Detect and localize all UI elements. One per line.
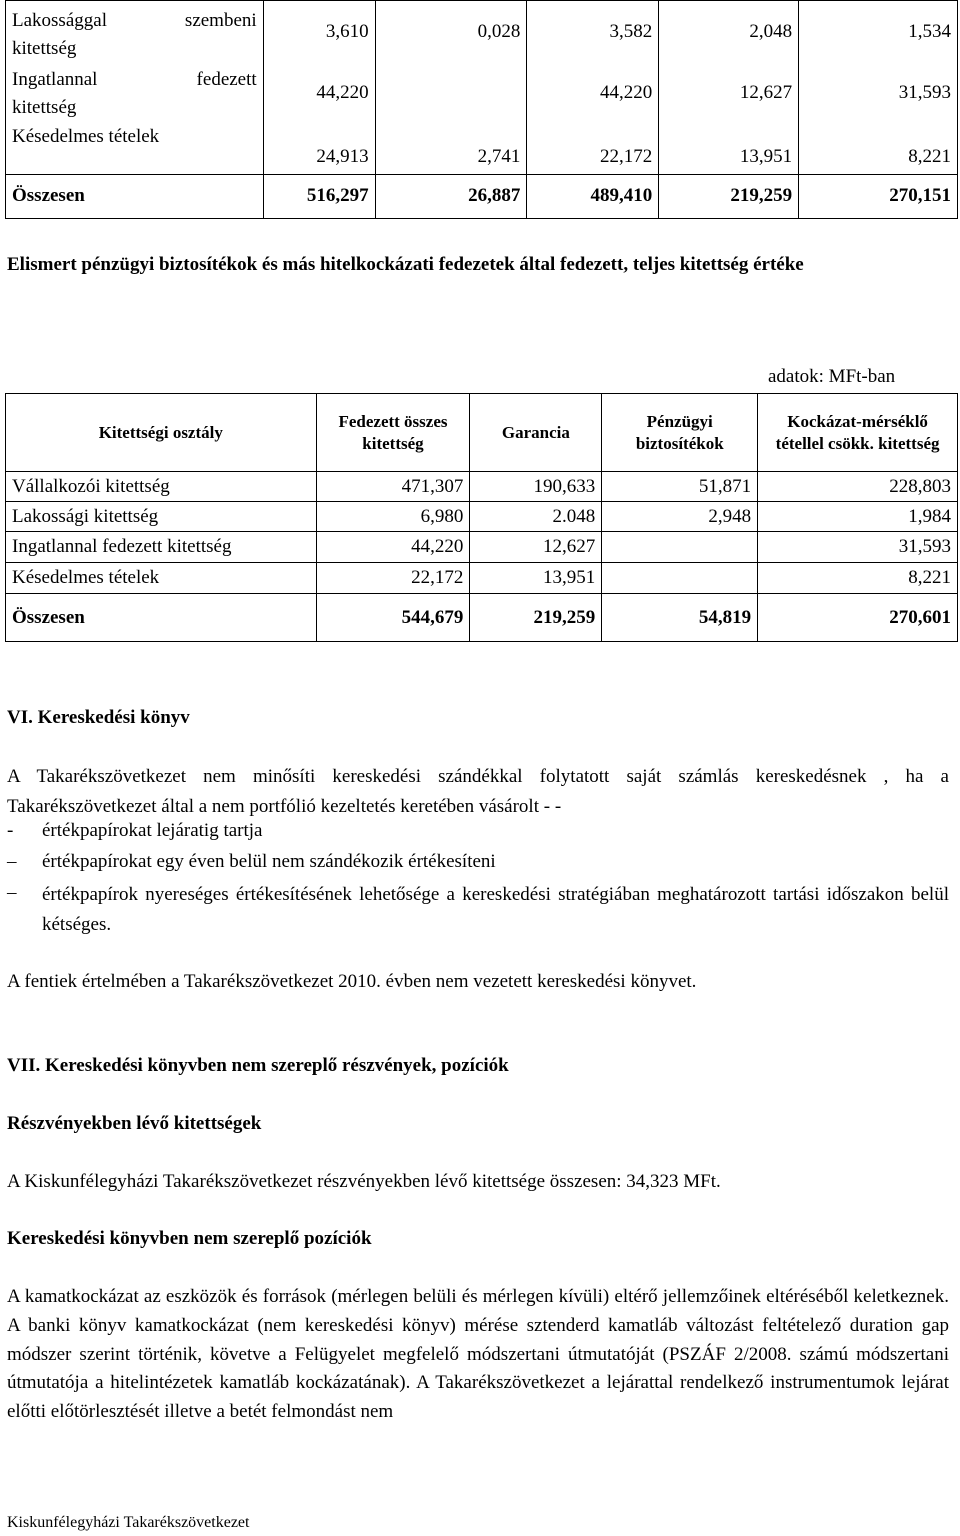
bullet-mark: – (7, 882, 17, 903)
cell: 270,151 (799, 174, 958, 218)
table-row (6, 122, 958, 174)
total-label: Összesen (6, 174, 264, 218)
table-row (6, 63, 958, 122)
cell (602, 532, 758, 563)
cell: 2.048 (470, 502, 602, 532)
cell: 31,593 (758, 532, 958, 563)
section-paragraph: A Takarékszövetkezet nem minősíti kereskedési szándékkal folytatott saját számlás kereskedésnek , ha a Takarékszövetkezet által a nem portfólió kezeltetés keretében vásárolt - - (7, 766, 949, 817)
row-label: kitettség (12, 38, 77, 59)
col-header: Pénzügyi biztosítékok (602, 394, 758, 472)
total-label: Összesen (6, 594, 317, 642)
cell (602, 563, 758, 594)
cell: 219,259 (659, 174, 799, 218)
cell: 471,307 (316, 472, 470, 502)
cell: 24,913 (263, 122, 375, 174)
row-label: Ingatlannal fedezett (12, 69, 257, 90)
section-title: VI. Kereskedési könyv (7, 707, 190, 728)
table-row (6, 1, 958, 64)
cell: 22,172 (527, 122, 659, 174)
bullet-mark: - (7, 820, 14, 841)
table-row (6, 563, 958, 594)
exposure-table-top (5, 0, 958, 219)
cell: 13,951 (659, 122, 799, 174)
subsection-title: Részvényekben lévő kitettségek (7, 1113, 262, 1134)
collateral-heading: Elismert pénzügyi biztosítékok és más hitelkockázati fedezetek által fedezett, teljes kitettség értéke (7, 254, 804, 275)
section-title: VII. Kereskedési könyvben nem szereplő részvények, pozíciók (7, 1055, 509, 1076)
row-label: Késedelmes tételek (6, 563, 317, 594)
cell: 44,220 (316, 532, 470, 563)
table-row (6, 502, 958, 532)
table-row (6, 472, 958, 502)
cell: 8,221 (799, 122, 958, 174)
bullet-text: értékpapírok nyereséges értékesítésének lehetősége a kereskedési stratégiában meghatározott tartási időszakon belül kétséges. (42, 884, 949, 935)
col-header: Kitettségi osztály (6, 394, 317, 472)
col-header: Kockázat-mérséklő tétellel csökk. kitettség (758, 394, 958, 472)
cell: 6,980 (316, 502, 470, 532)
subsection-title: Kereskedési könyvben nem szereplő pozíciók (7, 1228, 372, 1249)
section-conclusion: A fentiek értelmében a Takarékszövetkezet 2010. évben nem vezetett kereskedési könyvet. (7, 971, 697, 992)
cell: 270,601 (758, 594, 958, 642)
bullet-text: értékpapírokat egy éven belül nem szándékozik értékesíteni (42, 851, 496, 872)
cell: 12,627 (659, 63, 799, 122)
cell: 1,534 (799, 1, 958, 64)
table-total-row (6, 594, 958, 642)
cell (375, 63, 527, 122)
cell: 2,948 (602, 502, 758, 532)
cell: 44,220 (263, 63, 375, 122)
table-header-row (6, 394, 958, 472)
table-total-row (6, 174, 958, 218)
row-label: kitettség (12, 97, 77, 118)
cell: 13,951 (470, 563, 602, 594)
cell: 31,593 (799, 63, 958, 122)
cell: 12,627 (470, 532, 602, 563)
row-label: Lakossági kitettség (6, 502, 317, 532)
cell: 3,582 (527, 1, 659, 64)
cell: 8,221 (758, 563, 958, 594)
footer: Kiskunfélegyházi Takarékszövetkezet (7, 1514, 250, 1531)
cell: 22,172 (316, 563, 470, 594)
row-label: Ingatlannal fedezett kitettség (6, 532, 317, 563)
col-header: Garancia (470, 394, 602, 472)
row-label: Lakossággal szembeni (12, 10, 257, 31)
cell: 219,259 (470, 594, 602, 642)
subsection-text: A Kiskunfélegyházi Takarékszövetkezet részvényekben lévő kitettsége összesen: 34,323 MFt. (7, 1171, 721, 1192)
bullet-mark: – (7, 851, 17, 872)
subsection-text: A kamatkockázat az eszközök és források (mérlegen belüli és mérlegen kívüli) eltérő jellemzőinek eltéréséből keletkeznek. A banki könyv kamatkockázat (nem kereskedési könyv) mérése sztenderd kamatláb változást feltételező duration gap módszer szerint történik, követve a Felügyelet megfelelő módszertani útmutatóját (PSZÁF 2/2008. számú módszertani útmutatója a hitelintézetek kamatláb kockázatának). A Takarékszövetkezet a lejárattal rendelkező instrumentumok lejárat előtti előtörlesztését illetve a betét felmondást nem (7, 1286, 949, 1423)
table-row (6, 532, 958, 563)
cell: 44,220 (527, 63, 659, 122)
cell: 3,610 (263, 1, 375, 64)
cell: 190,633 (470, 472, 602, 502)
cell: 54,819 (602, 594, 758, 642)
bullet-text: értékpapírokat lejáratig tartja (42, 820, 263, 841)
row-label: Késedelmes tételek (6, 122, 264, 174)
cell: 1,984 (758, 502, 958, 532)
cell: 489,410 (527, 174, 659, 218)
cell: 228,803 (758, 472, 958, 502)
cell: 516,297 (263, 174, 375, 218)
row-label: Vállalkozói kitettség (6, 472, 317, 502)
cell: 2,741 (375, 122, 527, 174)
cell: 2,048 (659, 1, 799, 64)
cell: 544,679 (316, 594, 470, 642)
cell: 51,871 (602, 472, 758, 502)
unit-note: adatok: MFt-ban (768, 366, 896, 387)
col-header: Fedezett összes kitettség (316, 394, 470, 472)
cell: 26,887 (375, 174, 527, 218)
collateral-table (5, 393, 958, 642)
cell: 0,028 (375, 1, 527, 64)
